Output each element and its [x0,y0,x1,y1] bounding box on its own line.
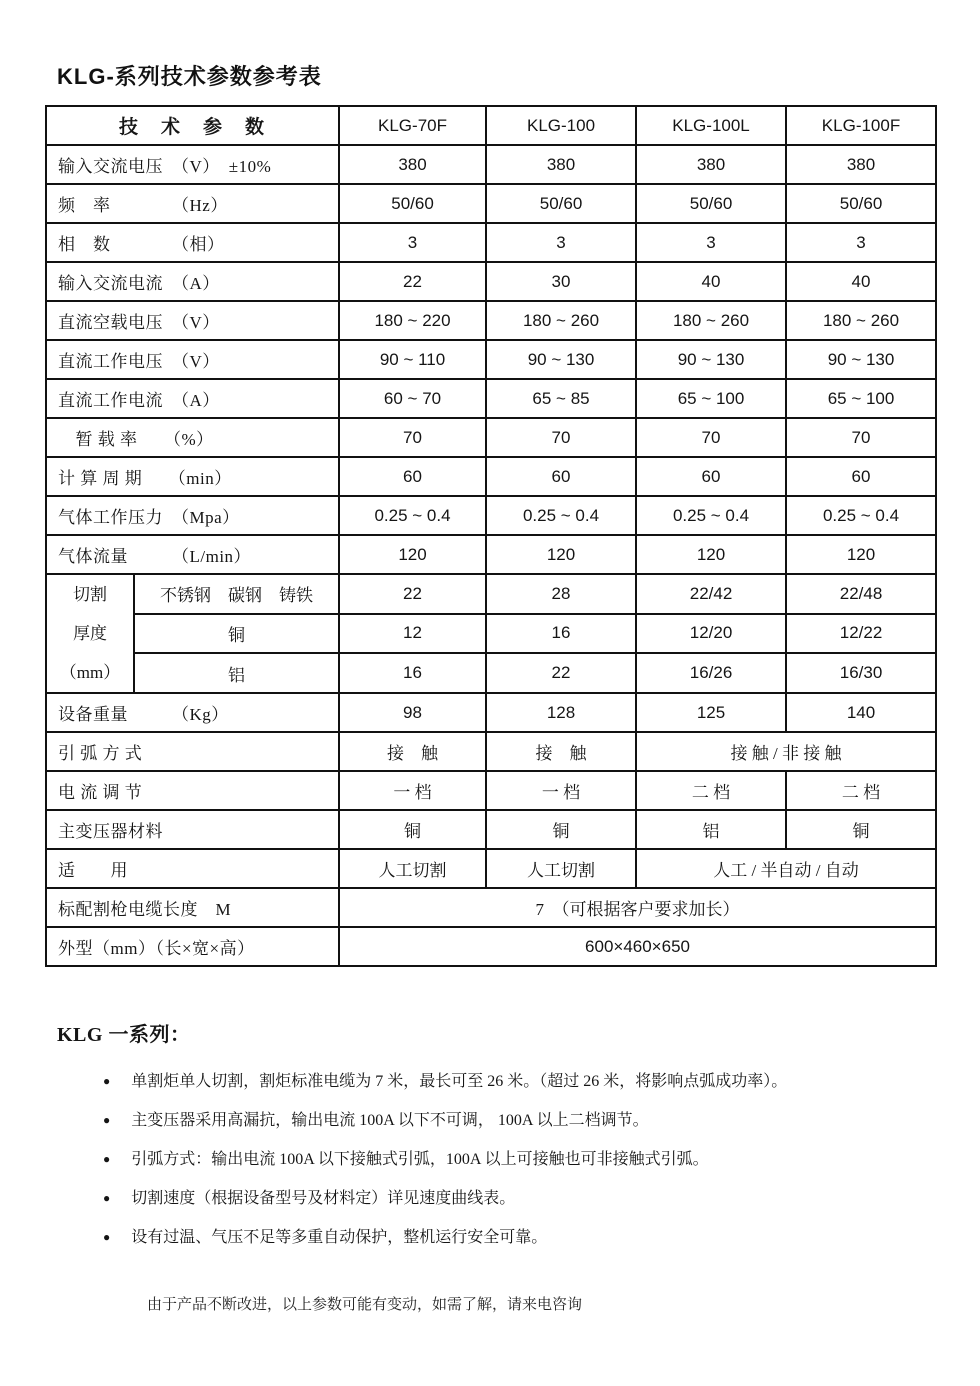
row-label: 输入交流电压 （V） ±10% [46,145,339,184]
row-label: 气体流量 （L/min） [46,535,339,574]
list-item [103,1112,927,1130]
cell-value: 16 [486,614,636,654]
cell-value: 128 [486,693,636,732]
features-section [57,1018,927,1268]
row-label: 适 用 [46,849,339,888]
cell-value: 0.25 ~ 0.4 [636,496,786,535]
header-model-klg70f: KLG-70F [339,106,486,145]
cell-value: 二 档 [636,771,786,810]
row-label: 输入交流电流 （A） [46,262,339,301]
cell-value: 接 触 [339,732,486,771]
cell-value: 70 [339,418,486,457]
page-title: KLG-系列技术参数参考表 [57,64,322,89]
list-item [103,1151,927,1169]
table-row-transformer-material [46,810,936,849]
table-row-weight [46,693,936,732]
row-label: 直流工作电压 （V） [46,340,339,379]
table-row-arc-start [46,732,936,771]
cell-value: 3 [486,223,636,262]
cell-value: 接 触 [486,732,636,771]
cut-label-line: （mm） [59,663,121,682]
bullet-icon: ● [103,1113,111,1127]
cell-value: 人工切割 [339,849,486,888]
cell-value: 0.25 ~ 0.4 [486,496,636,535]
cell-value: 铜 [486,810,636,849]
cell-value-span: 7 （可根据客户要求加长） [339,888,936,927]
table-header-row [46,106,936,145]
row-label: 气体工作压力 （Mpa） [46,496,339,535]
cell-value: 90 ~ 130 [486,340,636,379]
cell-value: 28 [486,574,636,614]
bullet-icon: ● [103,1074,111,1088]
cell-value: 60 [339,457,486,496]
table-row-phase [46,223,936,262]
cell-value: 40 [786,262,936,301]
cell-value: 180 ~ 260 [786,301,936,340]
cell-value: 3 [786,223,936,262]
cell-value: 60 [486,457,636,496]
table-row-input-current [46,262,936,301]
cell-value-merged: 人工 / 半自动 / 自动 [636,849,936,888]
feature-text: 切割速度（根据设备型号及材料定）详见速度曲线表。 [131,1190,516,1207]
bullet-icon: ● [103,1152,111,1166]
row-label: 直流工作电流 （A） [46,379,339,418]
table-row-cable-length [46,888,936,927]
table-row-working-current [46,379,936,418]
row-label: 引 弧 方 式 [46,732,339,771]
cell-value: 一 档 [339,771,486,810]
cell-value: 12 [339,614,486,654]
table-row-frequency [46,184,936,223]
table-row-working-voltage [46,340,936,379]
row-label: 电 流 调 节 [46,771,339,810]
table-row-duty-cycle [46,418,936,457]
cell-value: 120 [339,535,486,574]
cell-value: 65 ~ 100 [786,379,936,418]
cell-value: 180 ~ 260 [636,301,786,340]
features-heading: KLG 一系列： [57,1024,191,1046]
cell-value: 22 [339,262,486,301]
cell-value: 98 [339,693,486,732]
header-model-klg100f: KLG-100F [786,106,936,145]
cell-value: 90 ~ 130 [636,340,786,379]
features-list [103,1073,927,1247]
footer-note: 由于产品不断改进，以上参数可能有变动，如需了解，请来电咨询 [147,1297,583,1313]
cell-value: 22 [486,653,636,693]
cell-value: 65 ~ 100 [636,379,786,418]
feature-text: 主变压器采用高漏抗，输出电流 100A 以下不可调， 100A 以上二档调节。 [131,1112,649,1129]
table-row-noload-voltage [46,301,936,340]
row-label: 主变压器材料 [46,810,339,849]
cell-value: 70 [636,418,786,457]
table-row-gas-flow [46,535,936,574]
bullet-icon: ● [103,1191,111,1205]
table-row-cut-aluminum [46,653,936,693]
cell-value: 0.25 ~ 0.4 [786,496,936,535]
cell-value: 60 [636,457,786,496]
cell-value: 50/60 [786,184,936,223]
cell-value: 65 ~ 85 [486,379,636,418]
list-item [103,1229,927,1247]
cell-value: 16/26 [636,653,786,693]
table-row-cut-steel [46,574,936,614]
cell-value: 铜 [339,810,486,849]
cell-value: 50/60 [636,184,786,223]
cell-value: 30 [486,262,636,301]
cell-value: 125 [636,693,786,732]
cell-value: 22 [339,574,486,614]
cut-label-line: 切割 [73,585,107,604]
cell-value: 40 [636,262,786,301]
cell-value-merged: 接 触 / 非 接 触 [636,732,936,771]
cell-value: 22/42 [636,574,786,614]
header-model-klg100l: KLG-100L [636,106,786,145]
cell-value: 铜 [786,810,936,849]
cell-value: 22/48 [786,574,936,614]
feature-text: 单割炬单人切割，割炬标准电缆为 7 米，最长可至 26 米。（超过 26 米，将影响点弧成功率）。 [131,1073,788,1090]
cell-value: 70 [786,418,936,457]
spec-table [45,105,937,967]
header-param: 技 术 参 数 [46,106,339,145]
header-model-klg100: KLG-100 [486,106,636,145]
table-row-cut-copper [46,614,936,654]
feature-text: 引弧方式：输出电流 100A 以下接触式引弧，100A 以上可接触也可非接触式引弧。 [131,1151,709,1168]
cell-value-span: 600×460×650 [339,927,936,966]
row-label: 相 数 （相） [46,223,339,262]
cell-value: 180 ~ 220 [339,301,486,340]
cell-value: 70 [486,418,636,457]
row-label: 设备重量 （Kg） [46,693,339,732]
cell-value: 90 ~ 130 [786,340,936,379]
table-row-calc-period [46,457,936,496]
row-label: 计 算 周 期 （min） [46,457,339,496]
cell-value: 12/20 [636,614,786,654]
cell-value: 50/60 [339,184,486,223]
list-item [103,1073,927,1091]
table-row-application [46,849,936,888]
cell-value: 380 [486,145,636,184]
material-label: 铝 [134,653,339,693]
table-row-dimensions [46,927,936,966]
cell-value: 铝 [636,810,786,849]
feature-text: 设有过温、气压不足等多重自动保护，整机运行安全可靠。 [131,1229,548,1246]
material-label: 不锈钢 碳钢 铸铁 [134,574,339,614]
cut-thickness-group-label [46,574,134,693]
cell-value: 3 [636,223,786,262]
cell-value: 0.25 ~ 0.4 [339,496,486,535]
cell-value: 60 [786,457,936,496]
row-label: 标配割枪电缆长度 M [46,888,339,927]
cell-value: 120 [786,535,936,574]
cell-value: 380 [636,145,786,184]
cell-value: 人工切割 [486,849,636,888]
row-label: 频 率 （Hz） [46,184,339,223]
material-label: 铜 [134,614,339,654]
row-label: 暂 载 率 （%） [46,418,339,457]
cell-value: 12/22 [786,614,936,654]
cell-value: 二 档 [786,771,936,810]
table-row-input-voltage [46,145,936,184]
table-row-current-adjust [46,771,936,810]
list-item [103,1190,927,1208]
bullet-icon: ● [103,1230,111,1244]
cut-label-line: 厚度 [73,624,107,643]
cell-value: 16 [339,653,486,693]
table-row-gas-pressure [46,496,936,535]
cell-value: 16/30 [786,653,936,693]
cell-value: 50/60 [486,184,636,223]
cell-value: 120 [486,535,636,574]
cell-value: 一 档 [486,771,636,810]
cell-value: 90 ~ 110 [339,340,486,379]
cell-value: 380 [786,145,936,184]
row-label: 外型（mm）（长×宽×高） [46,927,339,966]
cell-value: 60 ~ 70 [339,379,486,418]
cell-value: 380 [339,145,486,184]
cell-value: 180 ~ 260 [486,301,636,340]
cell-value: 3 [339,223,486,262]
cell-value: 140 [786,693,936,732]
row-label: 直流空载电压 （V） [46,301,339,340]
cell-value: 120 [636,535,786,574]
